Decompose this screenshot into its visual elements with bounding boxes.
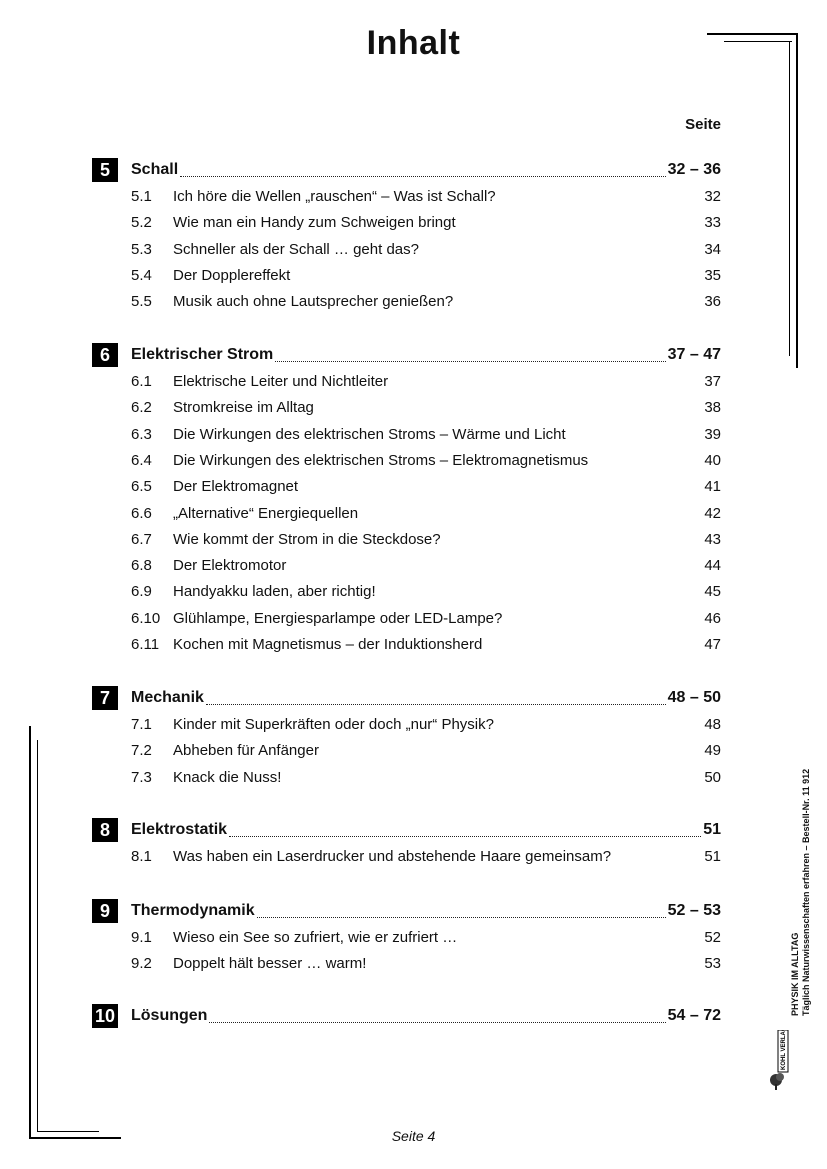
- entry-title: Kochen mit Magnetismus – der Induktionsherd: [173, 635, 483, 653]
- entry-number: 6.8: [131, 556, 152, 574]
- chapter-row: [92, 898, 721, 924]
- entry-page: 53: [704, 954, 721, 972]
- entry-page: 34: [704, 240, 721, 258]
- entry-title: Der Dopplereffekt: [173, 266, 291, 284]
- entry-title: Der Elektromotor: [173, 556, 287, 574]
- toc-entry: [131, 739, 721, 761]
- entry-page: 36: [704, 292, 721, 310]
- entry-number: 6.11: [131, 635, 160, 653]
- entry-title: Was haben ein Laserdrucker und abstehende Haare gemeinsam?: [173, 847, 612, 865]
- toc-entry: [131, 713, 721, 735]
- entry-page: 33: [704, 213, 721, 231]
- entry-page: 32: [704, 187, 721, 205]
- chapter-title: Schall: [131, 161, 179, 178]
- chapter-number-badge: 9: [92, 899, 118, 923]
- publisher-logo: [766, 1030, 790, 1092]
- toc-entry: [131, 264, 721, 286]
- entry-page: 46: [704, 609, 721, 627]
- chapter-row: [92, 685, 721, 711]
- entry-page: 39: [704, 425, 721, 443]
- chapter-title: Elektrischer Strom: [131, 346, 274, 363]
- entry-title: Ich höre die Wellen „rauschen“ – Was ist Schall?: [173, 187, 496, 205]
- entry-title: Knack die Nuss!: [173, 768, 282, 786]
- toc-entry: [131, 370, 721, 392]
- toc-entry: [131, 290, 721, 312]
- entry-title: Glühlampe, Energiesparlampe oder LED-Lampe?: [173, 609, 503, 627]
- entry-page: 45: [704, 582, 721, 600]
- entry-title: Die Wirkungen des elektrischen Stroms – Wärme und Licht: [173, 425, 566, 443]
- chapter-page-range: 37 – 47: [667, 346, 721, 363]
- entry-number: 6.3: [131, 425, 152, 443]
- chapter-page-range: 51: [703, 821, 721, 838]
- entry-number: 9.2: [131, 954, 152, 972]
- toc-entry: [131, 396, 721, 418]
- chapter-number-badge: 8: [92, 818, 118, 842]
- entry-number: 5.3: [131, 240, 152, 258]
- entry-number: 6.6: [131, 504, 152, 522]
- entry-number: 8.1: [131, 847, 152, 865]
- entry-number: 7.3: [131, 768, 152, 786]
- dot-leader: [180, 175, 665, 177]
- toc-entry: [131, 766, 721, 788]
- entry-page: 43: [704, 530, 721, 548]
- entry-number: 6.1: [131, 372, 152, 390]
- page-title: Inhalt: [366, 24, 461, 62]
- entry-number: 6.7: [131, 530, 152, 548]
- chapter-number-badge: 5: [92, 158, 118, 182]
- entry-number: 5.5: [131, 292, 152, 310]
- entry-page: 52: [704, 928, 721, 946]
- chapter-number-badge: 6: [92, 343, 118, 367]
- entry-page: 37: [704, 372, 721, 390]
- entry-number: 6.5: [131, 477, 152, 495]
- entry-title: Wie man ein Handy zum Schweigen bringt: [173, 213, 456, 231]
- chapter-title: Thermodynamik: [131, 902, 255, 919]
- entry-number: 9.1: [131, 928, 152, 946]
- dot-leader: [275, 360, 665, 362]
- chapter-row: [92, 157, 721, 183]
- toc-entry: [131, 607, 721, 629]
- entry-title: Die Wirkungen des elektrischen Stroms – Elektromagnetismus: [173, 451, 589, 469]
- toc-entry: [131, 845, 721, 867]
- toc-entry: [131, 475, 721, 497]
- entry-number: 5.2: [131, 213, 152, 231]
- page-column-header: Seite: [685, 116, 721, 133]
- toc-entry: [131, 580, 721, 602]
- sidebar-subtitle-order-no: Täglich Naturwissenschaften erfahren – Bestell-Nr. 11 912: [801, 768, 811, 1016]
- entry-number: 7.1: [131, 715, 152, 733]
- chapter-title: Elektrostatik: [131, 821, 228, 838]
- entry-number: 6.10: [131, 609, 161, 627]
- toc-entry: [131, 554, 721, 576]
- entry-title: Wieso ein See so zufriert, wie er zufriert …: [173, 928, 458, 946]
- toc-entry: [131, 502, 721, 524]
- entry-page: 42: [704, 504, 721, 522]
- chapter-row: [92, 817, 721, 843]
- entry-page: 51: [704, 847, 721, 865]
- page-footer: Seite 4: [391, 1128, 436, 1144]
- entry-title: „Alternative“ Energiequellen: [173, 504, 359, 522]
- entry-title: Abheben für Anfänger: [173, 741, 319, 759]
- entry-page: 50: [704, 768, 721, 786]
- chapter-page-range: 48 – 50: [667, 689, 721, 706]
- toc-entry: [131, 952, 721, 974]
- dot-leader: [209, 1021, 665, 1023]
- toc-entry: [131, 633, 721, 655]
- toc-entry: [131, 926, 721, 948]
- entry-title: Der Elektromagnet: [173, 477, 299, 495]
- chapter-title: Lösungen: [131, 1007, 208, 1024]
- toc-entry: [131, 423, 721, 445]
- chapter-page-range: 52 – 53: [667, 902, 721, 919]
- chapter-row: [92, 342, 721, 368]
- entry-title: Kinder mit Superkräften oder doch „nur“ Physik?: [173, 715, 494, 733]
- entry-title: Schneller als der Schall … geht das?: [173, 240, 419, 258]
- toc-entry: [131, 211, 721, 233]
- chapter-page-range: 54 – 72: [667, 1007, 721, 1024]
- entry-page: 41: [704, 477, 721, 495]
- dot-leader: [257, 916, 666, 918]
- publisher-logo-text: KOHL VERLAG: [781, 1030, 787, 1070]
- entry-number: 5.1: [131, 187, 152, 205]
- chapter-row: [92, 1003, 721, 1029]
- entry-page: 38: [704, 398, 721, 416]
- entry-title: Elektrische Leiter und Nichtleiter: [173, 372, 389, 390]
- chapter-number-badge: 10: [92, 1004, 118, 1028]
- sidebar-series-title: PHYSIK IM ALLTAG: [790, 932, 800, 1016]
- entry-title: Stromkreise im Alltag: [173, 398, 314, 416]
- entry-number: 7.2: [131, 741, 152, 759]
- entry-number: 6.2: [131, 398, 152, 416]
- toc-entry: [131, 449, 721, 471]
- toc-entry: [131, 185, 721, 207]
- chapter-title: Mechanik: [131, 689, 204, 706]
- entry-title: Doppelt hält besser … warm!: [173, 954, 367, 972]
- entry-title: Wie kommt der Strom in die Steckdose?: [173, 530, 441, 548]
- dot-leader: [206, 703, 666, 705]
- sidebar-credit: [790, 769, 812, 1016]
- entry-number: 6.9: [131, 582, 152, 600]
- chapter-number-badge: 7: [92, 686, 118, 710]
- entry-number: 5.4: [131, 266, 152, 284]
- entry-page: 48: [704, 715, 721, 733]
- entry-title: Handyakku laden, aber richtig!: [173, 582, 376, 600]
- entry-title: Musik auch ohne Lautsprecher genießen?: [173, 292, 454, 310]
- entry-number: 6.4: [131, 451, 152, 469]
- entry-page: 47: [704, 635, 721, 653]
- chapter-page-range: 32 – 36: [667, 161, 721, 178]
- entry-page: 40: [704, 451, 721, 469]
- entry-page: 35: [704, 266, 721, 284]
- dot-leader: [229, 835, 701, 837]
- entry-page: 44: [704, 556, 721, 574]
- toc-entry: [131, 528, 721, 550]
- entry-page: 49: [704, 741, 721, 759]
- toc-entry: [131, 238, 721, 260]
